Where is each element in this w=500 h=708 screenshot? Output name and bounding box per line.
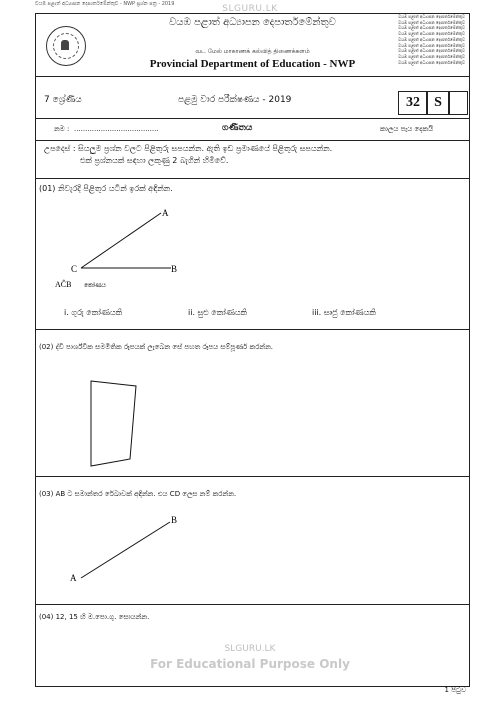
stamp-line: වයඹ පළාත් අධ්‍යාපන දෙපාර්තමේන්තුව	[398, 25, 465, 31]
exam-page	[35, 13, 470, 687]
q1-option-1[interactable]: i. ගුරු කෝණයකි	[64, 308, 123, 317]
instruction-line-2: එක් ප්‍රශ්නයක් සඳහා ලකුණු 2 බැගින් හිමිවේ.	[80, 156, 229, 165]
line-point-a-label: A	[70, 573, 77, 583]
angle-suffix: කෝණය	[84, 283, 106, 289]
ray-ca	[81, 213, 161, 268]
stamp-repeated-text	[373, 14, 465, 65]
stamp-line: වයඹ පළාත් අධ්‍යාපන දෙපාර්තමේන්තුව	[398, 59, 465, 65]
line-point-b-label: B	[171, 515, 178, 525]
paper-code-blank	[448, 91, 468, 115]
grade-label: 7 ශ්‍රේණිය	[44, 95, 82, 105]
exam-title: පළමු වාර පරීක්ෂණය - 2019	[178, 95, 292, 105]
paper-code-letter: S	[426, 91, 450, 115]
watermark-purpose: For Educational Purpose Only	[150, 657, 350, 671]
stamp-line: වයඹ පළාත් අධ්‍යාපන දෙපාර්තමේන්තුව	[398, 14, 465, 19]
question-2-text: (02) ද්වි පාර්ශ්වික සමමිතික රූපයක් ලැබෙන සේ පහත රූපය සම්පූර්ණ කරන්න.	[39, 343, 274, 351]
stamp-line: වයඹ පළාත් අධ්‍යාපන දෙපාර්තමේන්තුව	[398, 42, 465, 48]
q1-option-2[interactable]: ii. සුළු කෝණයකි	[188, 308, 248, 317]
line-ab	[81, 522, 170, 578]
name-label: නම :	[54, 125, 70, 133]
watermark-top: SLGURU.LK	[222, 4, 278, 14]
watermark-bottom: SLGURU.LK	[224, 644, 276, 654]
subject-label: ගණිතය	[222, 123, 253, 133]
department-header	[36, 14, 469, 77]
dept-name-sinhala: වයඹ පළාත් අධ්‍යාපන දෙපාර්තමේන්තුව	[169, 17, 336, 28]
half-shape	[91, 381, 136, 466]
instructions	[44, 143, 332, 167]
stamp-line: වයඹ පළාත් අධ්‍යාපන දෙපාර්තමේන්තුව	[398, 19, 465, 25]
question-1-figure	[36, 178, 469, 329]
question-3-text: (03) AB ට සමාන්තර රේඛාවක් අඳින්න. එය CD ලෙස නම් කරන්න.	[39, 490, 237, 498]
dept-name-english: Provincial Department of Education - NWP	[149, 58, 356, 70]
instruction-line-1: උපදෙස් : සියලුම ප්‍රශ්න වලට පිළිතුරු සපයන්න. ඇති ඉඩ ප්‍රමාණයේ පිළිතුරු සපයන්න.	[44, 144, 333, 153]
question-4-text: (04) 12, 15 හි ම.පො.ගු. සොයන්න.	[39, 613, 150, 621]
stamp-line: වයඹ පළාත් අධ්‍යාපන දෙපාර්තමේන්තුව	[398, 53, 465, 59]
point-b-label: B	[171, 264, 178, 274]
page-number: 1 පිටුව	[444, 686, 466, 694]
q1-option-3[interactable]: iii. සෘජු කෝණයකි	[312, 308, 376, 317]
question-1-text: (01) නිවැරදි පිළිතුර යටින් ඉරක් අඳින්න.	[39, 184, 173, 193]
paper-code-number: 32	[398, 91, 428, 115]
stamp-line: වයඹ පළාත් අධ්‍යාපන දෙපාර්තමේන්තුව	[398, 36, 465, 42]
duration-label: කාලය පැය දෙකයි	[380, 125, 434, 133]
angle-name: AĈB	[55, 280, 72, 289]
stamp-line: වයඹ පළාත් අධ්‍යාපන දෙපාර්තමේන්තුව	[398, 31, 465, 37]
question-2-figure	[36, 329, 469, 476]
dept-name-tamil: வட மேல் மாகாணக் கல்வித் திணைக்களம்	[195, 48, 310, 55]
point-c-label: C	[71, 264, 78, 274]
point-a-label: A	[162, 208, 169, 218]
top-strip: වයඹ පළාත් අධ්‍යාපන දෙපාර්තමේන්තුව - NWP ප්‍රශ්න පත්‍ර - 2019	[35, 1, 175, 7]
question-3-figure	[36, 476, 469, 604]
name-field[interactable]: ......................................	[74, 125, 159, 133]
stamp-line: වයඹ පළාත් අධ්‍යාපන දෙපාර්තමේන්තුව	[398, 48, 465, 54]
